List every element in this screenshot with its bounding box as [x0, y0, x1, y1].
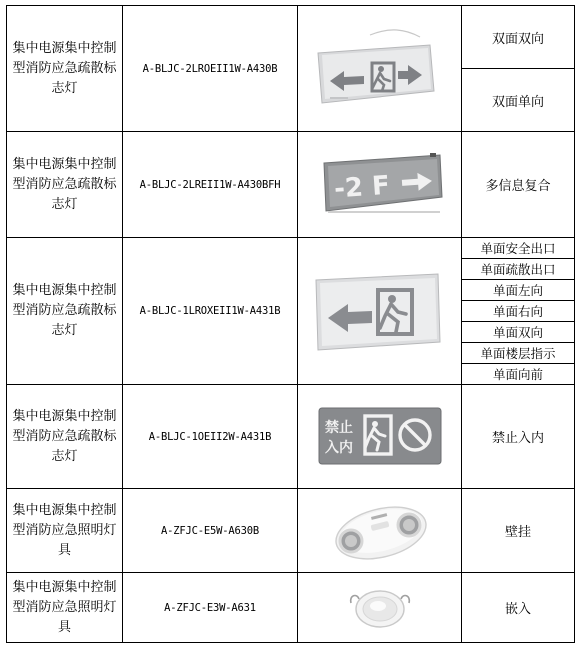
function-cell: 壁挂: [462, 489, 575, 573]
product-name-cell: 集中电源集中控制型消防应急疏散标志灯: [7, 385, 123, 489]
table-row: [7, 385, 575, 489]
no-entry-sign-text-1: 禁止: [324, 419, 353, 436]
product-name-cell: 集中电源集中控制型消防应急疏散标志灯: [7, 6, 123, 132]
product-image-cell: [298, 385, 462, 489]
function-cell: 单面右向: [462, 301, 575, 322]
model-cell: A-ZFJC-E5W-A630B: [123, 489, 298, 573]
table-row: [7, 6, 575, 69]
product-name-cell: 集中电源集中控制型消防应急照明灯具: [7, 489, 123, 573]
product-image-cell: [298, 6, 462, 132]
floor-indicator-sign-icon: [310, 145, 450, 225]
table-row: [7, 489, 575, 573]
function-cell: 单面安全出口: [462, 238, 575, 259]
model-cell: A-BLJC-2LROEII1W-A430B: [123, 6, 298, 132]
model-cell: A-BLJC-1OEII2W-A431B: [123, 385, 298, 489]
function-cell: 单面左向: [462, 280, 575, 301]
function-cell: 嵌入: [462, 573, 575, 643]
product-image-cell: [298, 132, 462, 238]
function-cell: 禁止入内: [462, 385, 575, 489]
product-table: [6, 5, 575, 643]
table-row: [7, 238, 575, 259]
function-cell: 多信息复合: [462, 132, 575, 238]
function-cell: 单面双向: [462, 322, 575, 343]
product-name-cell: 集中电源集中控制型消防应急疏散标志灯: [7, 238, 123, 385]
model-cell: A-BLJC-1LROXEII1W-A431B: [123, 238, 298, 385]
product-image-cell: [298, 489, 462, 573]
left-arrow-exit-sign-icon: [310, 266, 450, 356]
product-image-cell: [298, 238, 462, 385]
function-cell: 单面疏散出口: [462, 259, 575, 280]
model-cell: A-ZFJC-E3W-A631: [123, 573, 298, 643]
double-arrow-exit-sign-icon: [310, 29, 450, 109]
function-cell: 双面双向: [462, 6, 575, 69]
wall-mounted-twin-spot-light-icon: [325, 493, 435, 569]
model-cell: A-BLJC-2LREII1W-A430BFH: [123, 132, 298, 238]
no-entry-sign-text-2: 入内: [324, 439, 353, 456]
product-name-cell: 集中电源集中控制型消防应急照明灯具: [7, 573, 123, 643]
product-image-cell: [298, 573, 462, 643]
function-cell: 单面楼层指示: [462, 343, 575, 364]
floor-sign-text: -2 F: [332, 170, 391, 204]
product-name-cell: 集中电源集中控制型消防应急疏散标志灯: [7, 132, 123, 238]
recessed-downlight-icon: [345, 583, 415, 633]
table-row: [7, 132, 575, 238]
function-cell: 单面向前: [462, 364, 575, 385]
function-cell: 双面单向: [462, 69, 575, 132]
table-row: [7, 573, 575, 643]
no-entry-sign-icon: [315, 404, 445, 470]
